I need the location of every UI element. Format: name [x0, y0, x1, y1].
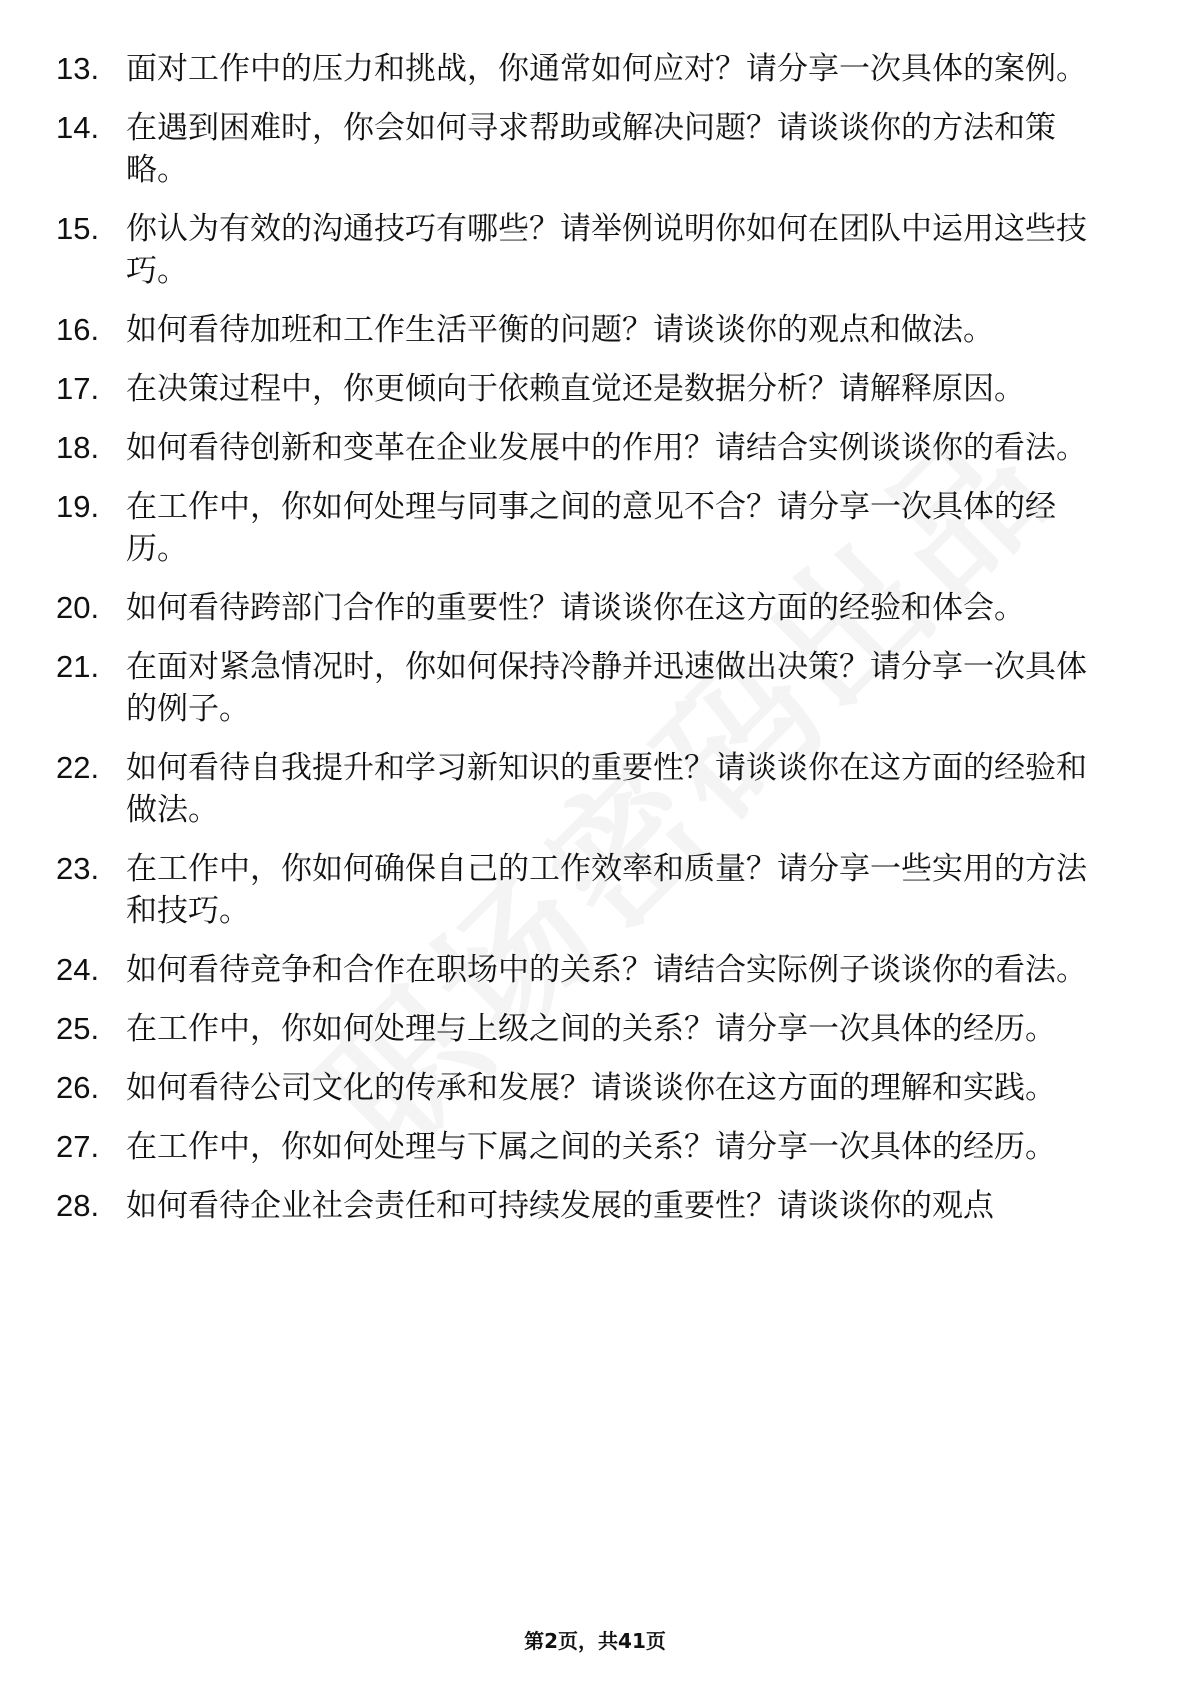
question-text: 你认为有效的沟通技巧有哪些？请举例说明你如何在团队中运用这些技巧。	[126, 211, 1087, 289]
question-item	[56, 48, 1116, 90]
question-number: 26.	[56, 1070, 100, 1105]
question-number: 20.	[56, 590, 100, 625]
question-number: 14.	[56, 110, 100, 145]
question-number: 23.	[56, 851, 100, 886]
question-text: 如何看待公司文化的传承和发展？请谈谈你在这方面的理解和实践。	[126, 1070, 1056, 1106]
question-item	[56, 1185, 1116, 1227]
question-text: 如何看待企业社会责任和可持续发展的重要性？请谈谈你的观点	[126, 1188, 994, 1224]
question-item	[56, 368, 1116, 410]
question-text: 在面对紧急情况时，你如何保持冷静并迅速做出决策？请分享一次具体的例子。	[126, 649, 1087, 727]
question-list	[56, 48, 1116, 1244]
question-text: 在决策过程中，你更倾向于依赖直觉还是数据分析？请解释原因。	[126, 371, 1025, 407]
question-item	[56, 107, 1116, 191]
question-item	[56, 1126, 1116, 1168]
question-text: 如何看待竞争和合作在职场中的关系？请结合实际例子谈谈你的看法。	[126, 952, 1087, 988]
question-text: 面对工作中的压力和挑战，你通常如何应对？请分享一次具体的案例。	[126, 51, 1087, 87]
question-item	[56, 646, 1116, 730]
question-number: 27.	[56, 1129, 100, 1164]
question-number: 21.	[56, 649, 100, 684]
question-item	[56, 427, 1116, 469]
question-text: 在工作中，你如何处理与下属之间的关系？请分享一次具体的经历。	[126, 1129, 1056, 1165]
question-number: 13.	[56, 51, 100, 86]
question-item	[56, 1008, 1116, 1050]
question-number: 25.	[56, 1011, 100, 1046]
question-number: 16.	[56, 312, 100, 347]
question-text: 在工作中，你如何处理与同事之间的意见不合？请分享一次具体的经历。	[126, 489, 1056, 567]
question-item	[56, 587, 1116, 629]
question-item	[56, 949, 1116, 991]
question-text: 在工作中，你如何处理与上级之间的关系？请分享一次具体的经历。	[126, 1011, 1056, 1047]
question-text: 如何看待跨部门合作的重要性？请谈谈你在这方面的经验和体会。	[126, 590, 1025, 626]
question-number: 22.	[56, 750, 100, 785]
question-number: 18.	[56, 430, 100, 465]
page-footer: 第2页，共41页	[524, 1629, 666, 1653]
question-item	[56, 747, 1116, 831]
question-item	[56, 1067, 1116, 1109]
question-item	[56, 486, 1116, 570]
question-text: 如何看待创新和变革在企业发展中的作用？请结合实例谈谈你的看法。	[126, 430, 1087, 466]
question-number: 19.	[56, 489, 100, 524]
question-item	[56, 848, 1116, 932]
question-text: 如何看待加班和工作生活平衡的问题？请谈谈你的观点和做法。	[126, 312, 994, 348]
question-text: 如何看待自我提升和学习新知识的重要性？请谈谈你在这方面的经验和做法。	[126, 750, 1087, 828]
question-number: 17.	[56, 371, 100, 406]
question-item	[56, 208, 1116, 292]
question-number: 28.	[56, 1188, 100, 1223]
question-item	[56, 309, 1116, 351]
question-text: 在工作中，你如何确保自己的工作效率和质量？请分享一些实用的方法和技巧。	[126, 851, 1087, 929]
question-text: 在遇到困难时，你会如何寻求帮助或解决问题？请谈谈你的方法和策略。	[126, 110, 1056, 188]
question-number: 15.	[56, 211, 100, 246]
question-number: 24.	[56, 952, 100, 987]
